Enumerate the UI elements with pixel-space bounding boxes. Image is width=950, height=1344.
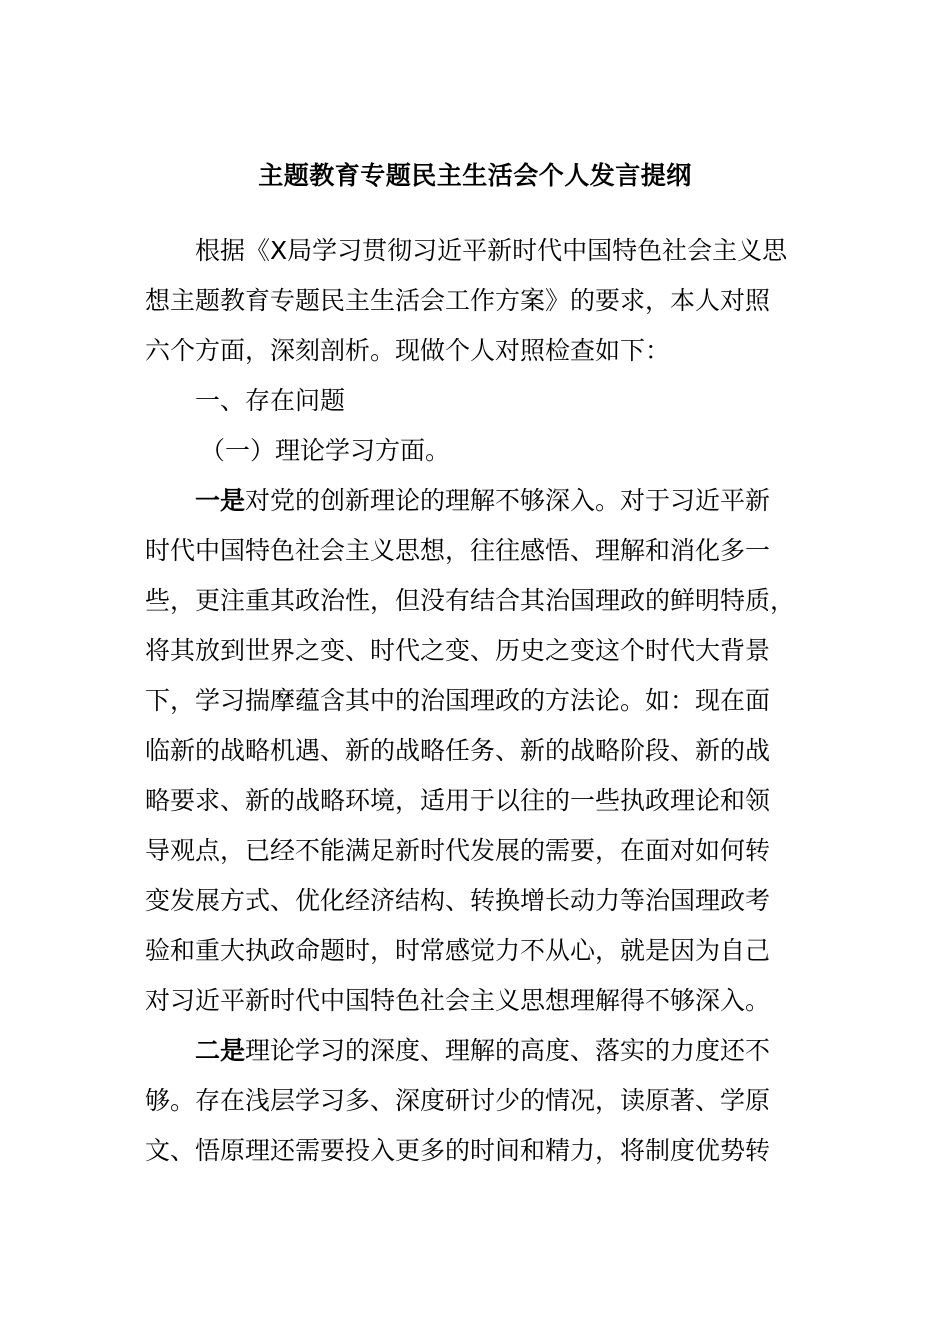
subsection-heading: （一）理论学习方面。 bbox=[200, 436, 451, 465]
paragraph-line: 临新的战略机遇、新的战略任务、新的战略阶段、新的战 bbox=[145, 736, 771, 765]
paragraph-line: 根据《X局学习贯彻习近平新时代中国特色社会主义思 bbox=[195, 236, 788, 265]
paragraph-line: 略要求、新的战略环境，适用于以往的一些执政理论和领 bbox=[145, 786, 771, 815]
paragraph-line: 一是对党的创新理论的理解不够深入。对于习近平新 bbox=[195, 486, 771, 515]
paragraph-line: 些，更注重其政治性，但没有结合其治国理政的鲜明特质， bbox=[145, 586, 796, 615]
paragraph-line: 对习近平新时代中国特色社会主义思想理解得不够深入。 bbox=[145, 986, 771, 1015]
paragraph-line: 将其放到世界之变、时代之变、历史之变这个时代大背景 bbox=[145, 636, 771, 665]
paragraph-line: 够。存在浅层学习多、深度研讨少的情况，读原著、学原 bbox=[145, 1086, 771, 1115]
paragraph-line: 变发展方式、优化经济结构、转换增长动力等治国理政考 bbox=[145, 886, 771, 915]
point-lead: 二是 bbox=[195, 1036, 246, 1065]
paragraph-line: 想主题教育专题民主生活会工作方案》的要求，本人对照 bbox=[145, 286, 771, 315]
paragraph-line: 六个方面，深刻剖析。现做个人对照检查如下： bbox=[145, 336, 671, 365]
paragraph-line: 导观点，已经不能满足新时代发展的需要，在面对如何转 bbox=[145, 836, 771, 865]
paragraph-line: 时代中国特色社会主义思想，往往感悟、理解和消化多一 bbox=[145, 536, 771, 565]
paragraph-line: 下，学习揣摩蕴含其中的治国理政的方法论。如：现在面 bbox=[145, 686, 771, 715]
section-heading: 一、存在问题 bbox=[195, 386, 346, 415]
document-body bbox=[145, 226, 807, 1176]
point-lead: 一是 bbox=[195, 486, 246, 515]
document-title: 主题教育专题民主生活会个人发言提纲 bbox=[258, 161, 692, 190]
paragraph-line: 文、悟原理还需要投入更多的时间和精力，将制度优势转 bbox=[145, 1136, 771, 1165]
paragraph-line: 验和重大执政命题时，时常感觉力不从心，就是因为自己 bbox=[145, 936, 771, 965]
paragraph-line: 二是理论学习的深度、理解的高度、落实的力度还不 bbox=[195, 1036, 771, 1065]
